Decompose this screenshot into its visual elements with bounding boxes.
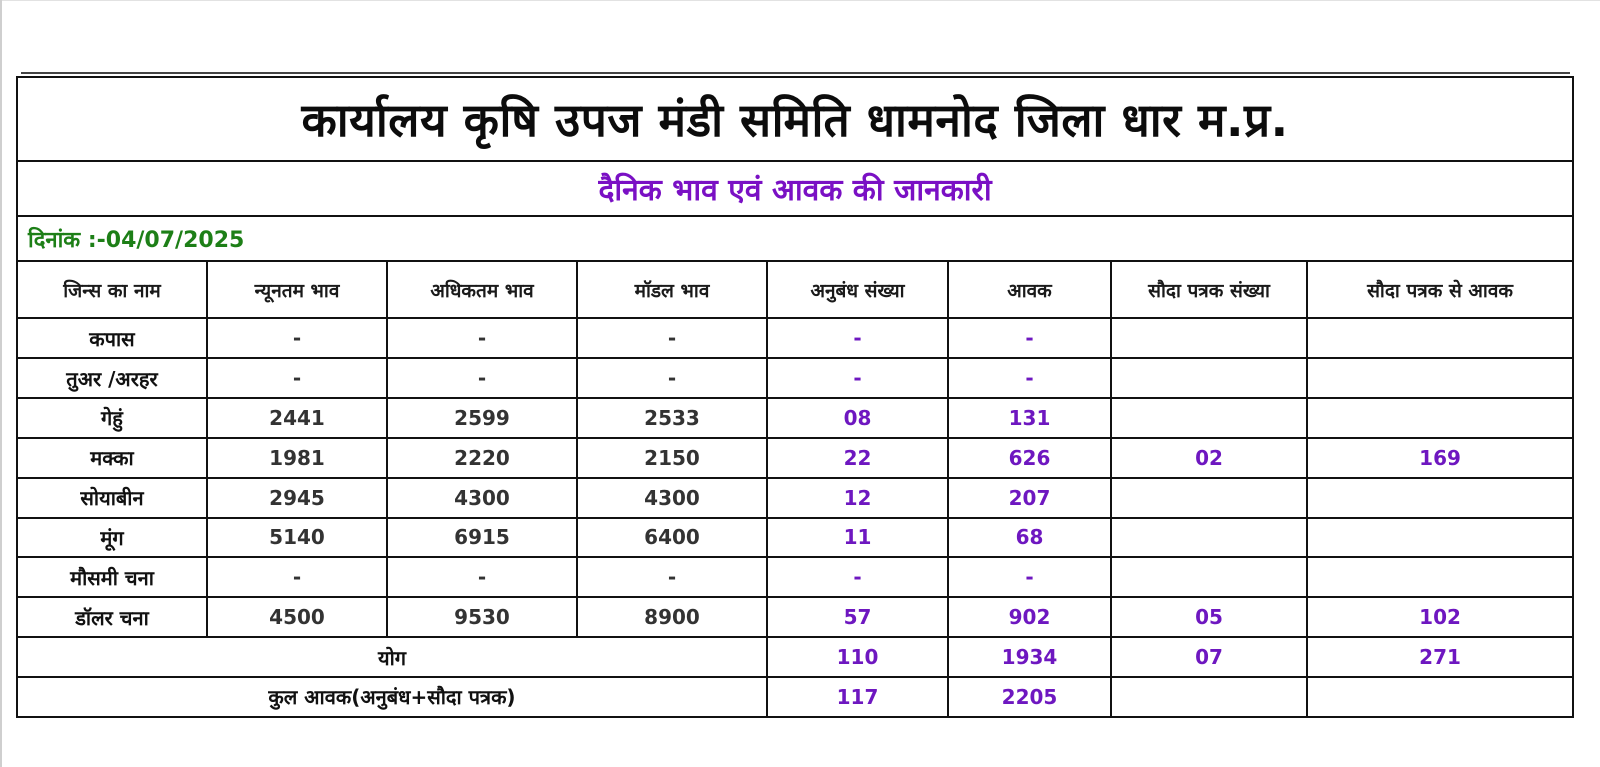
table-row	[17, 318, 1573, 358]
min-price: -	[207, 358, 387, 398]
model-price: -	[577, 318, 767, 358]
column-header: सौदा पत्रक से आवक	[1307, 261, 1573, 318]
max-price: -	[387, 318, 577, 358]
contract-count: 12	[767, 478, 948, 518]
model-price: 6400	[577, 518, 767, 558]
table-row	[17, 398, 1573, 438]
arrival-qty: -	[948, 358, 1111, 398]
contract-count: 22	[767, 438, 948, 478]
grand-total-label: कुल आवक(अनुबंध+सौदा पत्रक)	[17, 677, 767, 717]
max-price: -	[387, 557, 577, 597]
max-price: 4300	[387, 478, 577, 518]
contract-count: 08	[767, 398, 948, 438]
min-price: 4500	[207, 597, 387, 637]
arrival-qty: 131	[948, 398, 1111, 438]
column-header: अधिकतम भाव	[387, 261, 577, 318]
total-row	[17, 637, 1573, 677]
arrival-qty: -	[948, 557, 1111, 597]
deal-count	[1111, 358, 1307, 398]
contract-count: -	[767, 358, 948, 398]
crop-name: मूंग	[17, 518, 207, 558]
column-header: जिन्स का नाम	[17, 261, 207, 318]
date-cell	[17, 216, 1573, 261]
grand-total-arrival: 2205	[948, 677, 1111, 717]
crop-name: सोयाबीन	[17, 478, 207, 518]
total-label: योग	[17, 637, 767, 677]
min-price: 2945	[207, 478, 387, 518]
min-price: -	[207, 557, 387, 597]
rate-table	[16, 76, 1574, 718]
deal-count	[1111, 557, 1307, 597]
contract-count: -	[767, 318, 948, 358]
table-row	[17, 597, 1573, 637]
deal-arrival	[1307, 557, 1573, 597]
max-price: -	[387, 358, 577, 398]
contract-count: -	[767, 557, 948, 597]
table-row	[17, 478, 1573, 518]
crop-name: कपास	[17, 318, 207, 358]
sub-title: दैनिक भाव एवं आवक की जानकारी	[598, 172, 992, 208]
column-header: मॉडल भाव	[577, 261, 767, 318]
min-price: 1981	[207, 438, 387, 478]
arrival-qty: 68	[948, 518, 1111, 558]
contract-count: 57	[767, 597, 948, 637]
column-header: सौदा पत्रक संख्या	[1111, 261, 1307, 318]
rate-sheet	[16, 72, 1572, 718]
deal-count	[1111, 478, 1307, 518]
arrival-qty: 626	[948, 438, 1111, 478]
model-price: -	[577, 557, 767, 597]
deal-arrival	[1307, 318, 1573, 358]
deal-arrival: 102	[1307, 597, 1573, 637]
table-row	[17, 438, 1573, 478]
office-title: कार्यालय कृषि उपज मंडी समिति धामनोद जिला धार म.प्र.	[301, 92, 1289, 147]
column-header: अनुबंध संख्या	[767, 261, 948, 318]
crop-name: मक्का	[17, 438, 207, 478]
max-price: 2599	[387, 398, 577, 438]
total-contracts: 110	[767, 637, 948, 677]
grand-total-deal-count	[1111, 677, 1307, 717]
max-price: 2220	[387, 438, 577, 478]
deal-arrival	[1307, 358, 1573, 398]
grand-total-contracts: 117	[767, 677, 948, 717]
deal-count: 05	[1111, 597, 1307, 637]
column-header: न्यूनतम भाव	[207, 261, 387, 318]
deal-arrival: 169	[1307, 438, 1573, 478]
arrival-qty: -	[948, 318, 1111, 358]
office-title-cell	[17, 77, 1573, 161]
deal-arrival	[1307, 518, 1573, 558]
crop-name: मौसमी चना	[17, 557, 207, 597]
deal-count	[1111, 318, 1307, 358]
arrival-qty: 902	[948, 597, 1111, 637]
total-deal-count: 07	[1111, 637, 1307, 677]
table-row	[17, 518, 1573, 558]
crop-name: गेहुं	[17, 398, 207, 438]
deal-arrival	[1307, 398, 1573, 438]
column-header: आवक	[948, 261, 1111, 318]
report-date: दिनांक :-04/07/2025	[28, 227, 245, 253]
max-price: 9530	[387, 597, 577, 637]
model-price: 2533	[577, 398, 767, 438]
total-arrival: 1934	[948, 637, 1111, 677]
model-price: -	[577, 358, 767, 398]
crop-name: तुअर /अरहर	[17, 358, 207, 398]
table-row	[17, 557, 1573, 597]
arrival-qty: 207	[948, 478, 1111, 518]
crop-name: डॉलर चना	[17, 597, 207, 637]
deal-arrival	[1307, 478, 1573, 518]
model-price: 4300	[577, 478, 767, 518]
sub-title-cell	[17, 161, 1573, 216]
min-price: -	[207, 318, 387, 358]
deal-count: 02	[1111, 438, 1307, 478]
table-row	[17, 358, 1573, 398]
min-price: 5140	[207, 518, 387, 558]
deal-count	[1111, 398, 1307, 438]
total-deal-arrival: 271	[1307, 637, 1573, 677]
max-price: 6915	[387, 518, 577, 558]
min-price: 2441	[207, 398, 387, 438]
model-price: 8900	[577, 597, 767, 637]
model-price: 2150	[577, 438, 767, 478]
top-edge-line	[0, 0, 1600, 1]
deal-count	[1111, 518, 1307, 558]
left-edge-line	[0, 0, 2, 767]
grand-total-row	[17, 677, 1573, 717]
table-header-row	[17, 261, 1573, 318]
contract-count: 11	[767, 518, 948, 558]
grand-total-deal-arrival	[1307, 677, 1573, 717]
